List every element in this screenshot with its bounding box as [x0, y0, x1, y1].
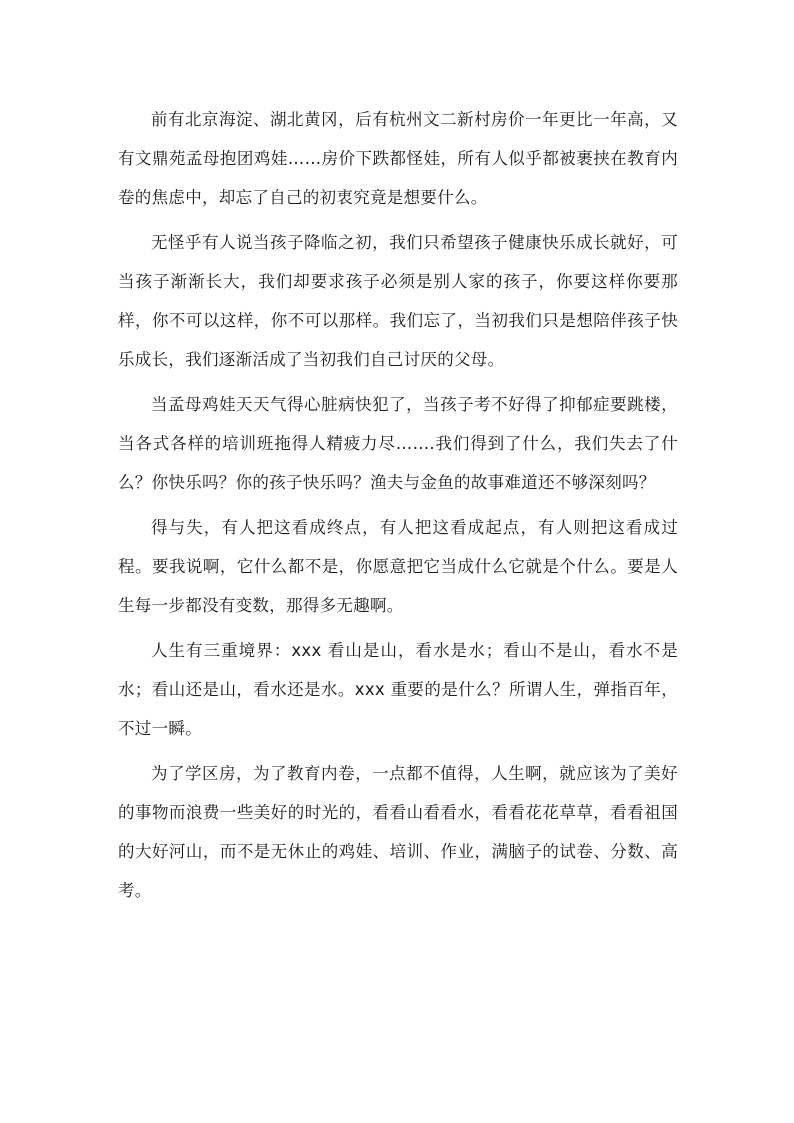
paragraph-5: 人生有三重境界：xxx 看山是山，看水是水；看山不是山，看水不是水；看山还是山，看水还是水。xxx 重要的是什么？所谓人生，弹指百年，不过一瞬。: [118, 641, 678, 738]
paragraph-2: 无怪乎有人说当孩子降临之初，我们只希望孩子健康快乐成长就好，可当孩子渐渐长大，我们却要求孩子必须是别人家的孩子，你要这样你要那样，你不可以这样，你不可以那样。我们忘了，当初我们只是想陪伴孩子快乐成长，我们逐渐活成了当初我们自己讨厌的父母。: [118, 233, 678, 369]
paragraph-4: 得与失，有人把这看成终点，有人把这看成起点，有人则把这看成过程。要我说啊，它什么都不是，你愿意把它当成什么它就是个什么。要是人生每一步都没有变数，那得多无趣啊。: [118, 518, 678, 615]
paragraph-3: 当孟母鸡娃天天气得心脏病快犯了，当孩子考不好得了抑郁症要跳楼，当各式各样的培训班拖得人精疲力尽…….我们得到了什么，我们失去了什么？你快乐吗？你的孩子快乐吗？渔夫与金鱼的故事难道还不够深刻吗？: [118, 395, 678, 492]
document-body: [118, 100, 678, 916]
paragraph-6: 为了学区房，为了教育内卷，一点都不值得，人生啊，就应该为了美好的事物而浪费一些美好的时光的，看看山看看水，看看花花草草，看看祖国的大好河山，而不是无休止的鸡娃、培训、作业，满脑子的试卷、分数、高考。: [118, 764, 678, 900]
paragraph-1: 前有北京海淀、湖北黄冈，后有杭州文二新村房价一年更比一年高，又有文鼎苑孟母抱团鸡娃……房价下跌都怪娃，所有人似乎都被裹挟在教育内卷的焦虑中，却忘了自己的初衷究竟是想要什么。: [118, 110, 678, 207]
